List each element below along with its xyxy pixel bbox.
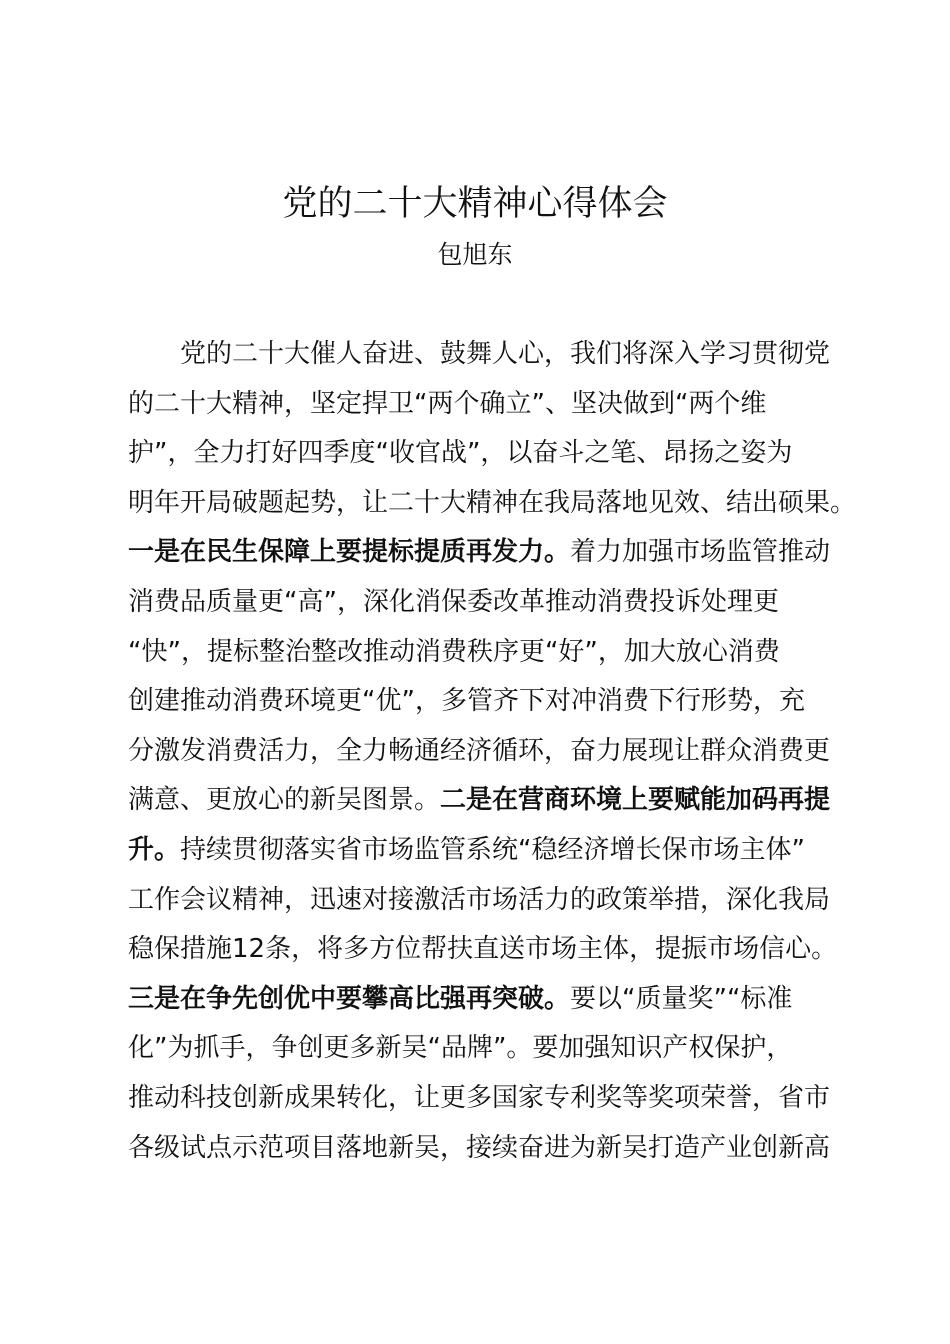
paragraph-line [128, 975, 840, 1025]
paragraph-line [128, 1124, 840, 1174]
paragraph-line [128, 578, 840, 628]
paragraph-text: 创建推动消费环境更“优”，多管齐下对冲消费下行形势，充 [128, 686, 805, 717]
document-body [128, 330, 857, 1173]
paragraph-line [128, 677, 840, 727]
bold-heading-text: 二是在营商环境上要赋能加码再提 [440, 785, 831, 816]
paragraph-text: 工作会议精神，迅速对接激活市场活力的政策举措，深化我局 [128, 884, 831, 915]
paragraph-text: 分激发消费活力，全力畅通经济循环，奋力展现让群众消费更 [128, 735, 831, 766]
paragraph-line [128, 628, 840, 678]
paragraph-text: 党的二十大催人奋进、鼓舞人心，我们将深入学习贯彻党 [180, 339, 831, 369]
paragraph-text: 要以“质量奖”“标准 [570, 983, 793, 1014]
paragraph-line [128, 776, 840, 826]
paragraph-text: 消费品质量更“高”，深化消保委改革推动消费投诉处理更 [128, 586, 779, 617]
document-title: 党的二十大精神心得体会 [282, 184, 668, 224]
paragraph-text: 的二十大精神，坚定捍卫“两个确立”、坚决做到“两个维 [128, 388, 767, 419]
paragraph-line [128, 380, 840, 430]
paragraph-line [128, 876, 840, 926]
paragraph-text: 化”为抓手，争创更多新吴“品牌”。要加强知识产权保护， [128, 1033, 793, 1064]
paragraph-text: 持续贯彻落实省市场监管系统“稳经济增长保市场主体” [180, 834, 805, 865]
paragraph-text: 明年开局破题起势，让二十大精神在我局落地见效、结出硕果。 [128, 487, 857, 518]
bold-heading-text: 三是在争先创优中要攀高比强再突破。 [128, 983, 571, 1014]
paragraph-line [128, 528, 840, 578]
paragraph-line [128, 429, 840, 479]
paragraph-text: 推动科技创新成果转化，让更多国家专利奖等奖项荣誉，省市 [128, 1082, 831, 1113]
paragraph-line [128, 925, 840, 975]
paragraph-line [128, 727, 840, 777]
paragraph-line [128, 1024, 840, 1074]
paragraph-text: 稳保措施12条，将多方位帮扶直送市场主体，提振市场信心。 [128, 934, 838, 965]
paragraph-text: 着力加强市场监管推动 [570, 537, 831, 568]
paragraph-text: 满意、更放心的新吴图景。 [128, 785, 441, 816]
paragraph-line [128, 479, 857, 529]
paragraph-line [128, 826, 840, 876]
paragraph-text: 护”，全力打好四季度“收官战”，以奋斗之笔、昂扬之姿为 [128, 438, 793, 469]
bold-heading-text: 升。 [128, 834, 181, 865]
paragraph-line [128, 1074, 840, 1124]
document-author: 包旭东 [437, 240, 513, 269]
paragraph-text: “快”，提标整治整改推动消费秩序更“好”，加大放心消费 [128, 636, 780, 667]
paragraph-line [128, 330, 840, 380]
bold-heading-text: 一是在民生保障上要提标提质再发力。 [128, 537, 571, 568]
paragraph-text: 各级试点示范项目落地新吴，接续奋进为新吴打造产业创新高 [128, 1132, 831, 1163]
